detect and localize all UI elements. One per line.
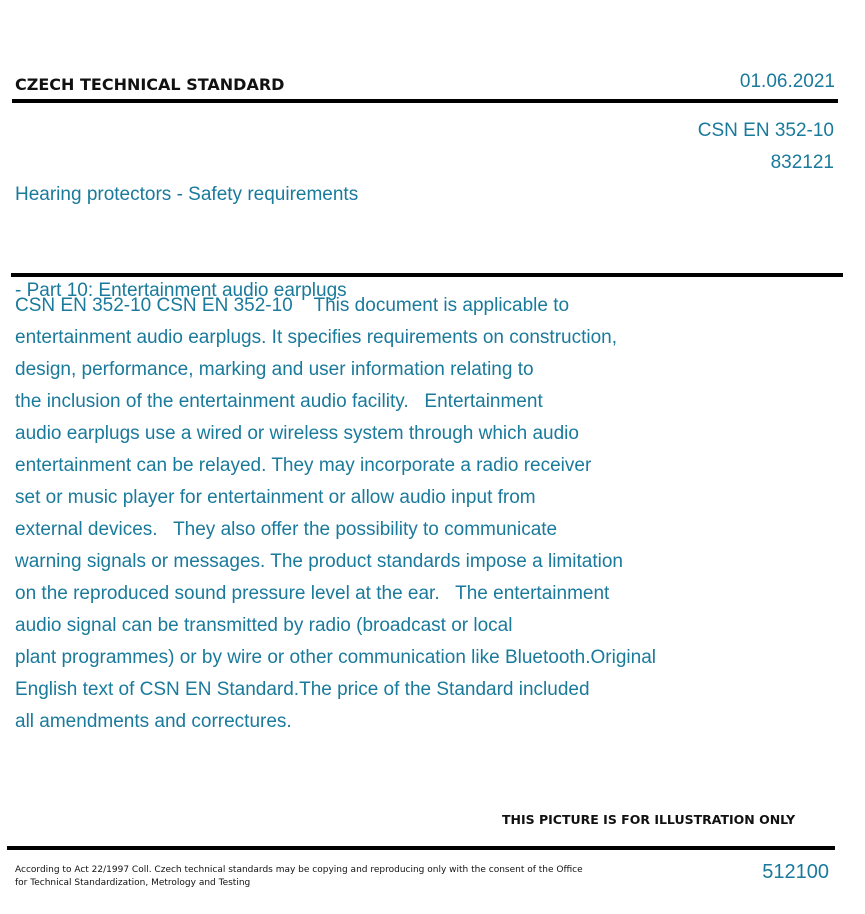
section-divider — [11, 273, 843, 277]
standard-code: CSN EN 352-10 — [697, 120, 834, 141]
description-line: set or music player for entertainment or allow audio input from — [15, 487, 536, 508]
catalog-number: 512100 — [762, 861, 829, 883]
standard-description — [15, 290, 785, 738]
illustration-notice: THIS PICTURE IS FOR ILLUSTRATION ONLY — [502, 812, 796, 827]
standard-identifiers — [698, 115, 834, 179]
legal-notice — [15, 864, 583, 890]
description-line: warning signals or messages. The product standards impose a limitation — [15, 551, 623, 572]
legal-notice-line-1: According to Act 22/1997 Coll. Czech technical standards may be copying and reproducing only with the consent of the Office — [15, 865, 583, 875]
publication-date: 01.06.2021 — [739, 71, 835, 92]
classification-number: 832121 — [770, 152, 834, 173]
description-line: external devices. They also offer the possibility to communicate — [15, 519, 558, 540]
header-divider — [12, 99, 838, 103]
description-line: entertainment can be relayed. They may incorporate a radio receiver — [15, 455, 592, 476]
description-line: on the reproduced sound pressure level at the ear. The entertainment — [15, 583, 610, 604]
description-line: CSN EN 352-10 CSN EN 352-10 This document is applicable to — [15, 295, 570, 316]
description-line: audio signal can be transmitted by radio (broadcast or local — [15, 615, 513, 636]
standard-title-line-2: - Part 10: Entertainment audio earplugs — [15, 280, 347, 301]
description-line: plant programmes) or by wire or other communication like Bluetooth.Original — [15, 647, 656, 668]
document-type-label: CZECH TECHNICAL STANDARD — [15, 75, 285, 94]
description-line: all amendments and correctures. — [15, 711, 292, 732]
description-line: the inclusion of the entertainment audio facility. Entertainment — [15, 391, 543, 412]
description-line: entertainment audio earplugs. It specifies requirements on construction, — [15, 327, 617, 348]
description-line: English text of CSN EN Standard.The price of the Standard included — [15, 679, 590, 700]
footer-divider — [7, 846, 835, 850]
legal-notice-line-2: for Technical Standardization, Metrology and Testing — [15, 878, 251, 888]
description-line: design, performance, marking and user information relating to — [15, 359, 534, 380]
standard-title-line-1: Hearing protectors - Safety requirements — [15, 184, 359, 205]
description-line: audio earplugs use a wired or wireless system through which audio — [15, 423, 579, 444]
